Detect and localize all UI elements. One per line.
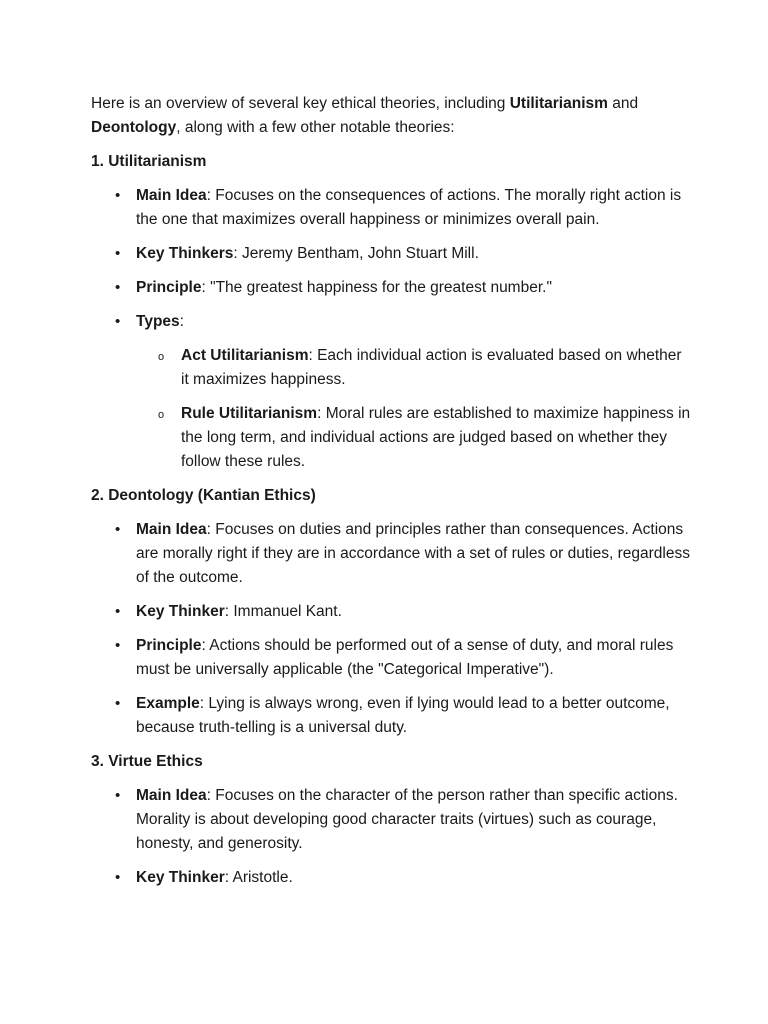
list-item [91,276,691,300]
document-page [91,92,691,900]
list-item [91,310,691,474]
item-label: Key Thinker [136,869,225,886]
item-label: Main Idea [136,187,207,204]
section-list-virtue-ethics [91,784,691,890]
subitem-text: : Each individual action is evaluated based on whether it maximizes happiness. [181,347,682,388]
item-label: Types [136,313,180,330]
sub-list-item [136,402,691,474]
list-item [91,634,691,682]
list-item [91,242,691,266]
item-text: : Actions should be performed out of a sense of duty, and moral rules must be universally applicable (the "Categorical Imperative"). [136,637,674,678]
list-item [91,518,691,590]
list-item [91,784,691,856]
list-item [91,600,691,624]
intro-text-1: Here is an overview of several key ethical theories, including [91,95,510,112]
section-heading-deontology: 2. Deontology (Kantian Ethics) [91,487,316,504]
sub-list-types [136,344,691,474]
item-text: : Focuses on the character of the person rather than specific actions. Morality is about developing good character traits (virtues) such as courage, honesty, and generosity. [136,787,678,852]
item-label: Key Thinkers [136,245,234,262]
list-item [91,866,691,890]
item-text: : Aristotle. [224,869,293,886]
section-list-deontology [91,518,691,740]
item-text: : "The greatest happiness for the greatest number." [201,279,552,296]
subitem-text: : Moral rules are established to maximize happiness in the long term, and individual actions are judged based on whether they follow these rules. [181,405,691,470]
intro-bold-deontology: Deontology [91,119,177,136]
item-label: Main Idea [136,521,207,538]
item-text: : Immanuel Kant. [224,603,342,620]
intro-bold-utilitarianism: Utilitarianism [509,95,608,112]
list-item [91,184,691,232]
item-text: : Focuses on duties and principles rather than consequences. Actions are morally right if they are in accordance with a set of rules or duties, regardless of the outcome. [136,521,690,586]
section-list-utilitarianism [91,184,691,474]
item-text: : Lying is always wrong, even if lying would lead to a better outcome, because truth-telling is a universal duty. [136,695,670,736]
item-label: Key Thinker [136,603,225,620]
subitem-label: Rule Utilitarianism [181,405,318,422]
item-text: : Jeremy Bentham, John Stuart Mill. [233,245,479,262]
sub-list-item [136,344,691,392]
item-label: Main Idea [136,787,207,804]
list-item [91,692,691,740]
section-heading-utilitarianism: 1. Utilitarianism [91,153,207,170]
section-heading-virtue-ethics: 3. Virtue Ethics [91,753,203,770]
item-text: : [179,313,184,330]
item-label: Principle [136,279,202,296]
item-label: Example [136,695,200,712]
intro-paragraph [91,92,691,140]
intro-text-3: , along with a few other notable theories: [176,119,455,136]
subitem-label: Act Utilitarianism [181,347,309,364]
intro-text-2: and [607,95,639,112]
item-label: Principle [136,637,202,654]
item-text: : Focuses on the consequences of actions. The morally right action is the one that maximizes overall happiness or minimizes overall pain. [136,187,682,228]
